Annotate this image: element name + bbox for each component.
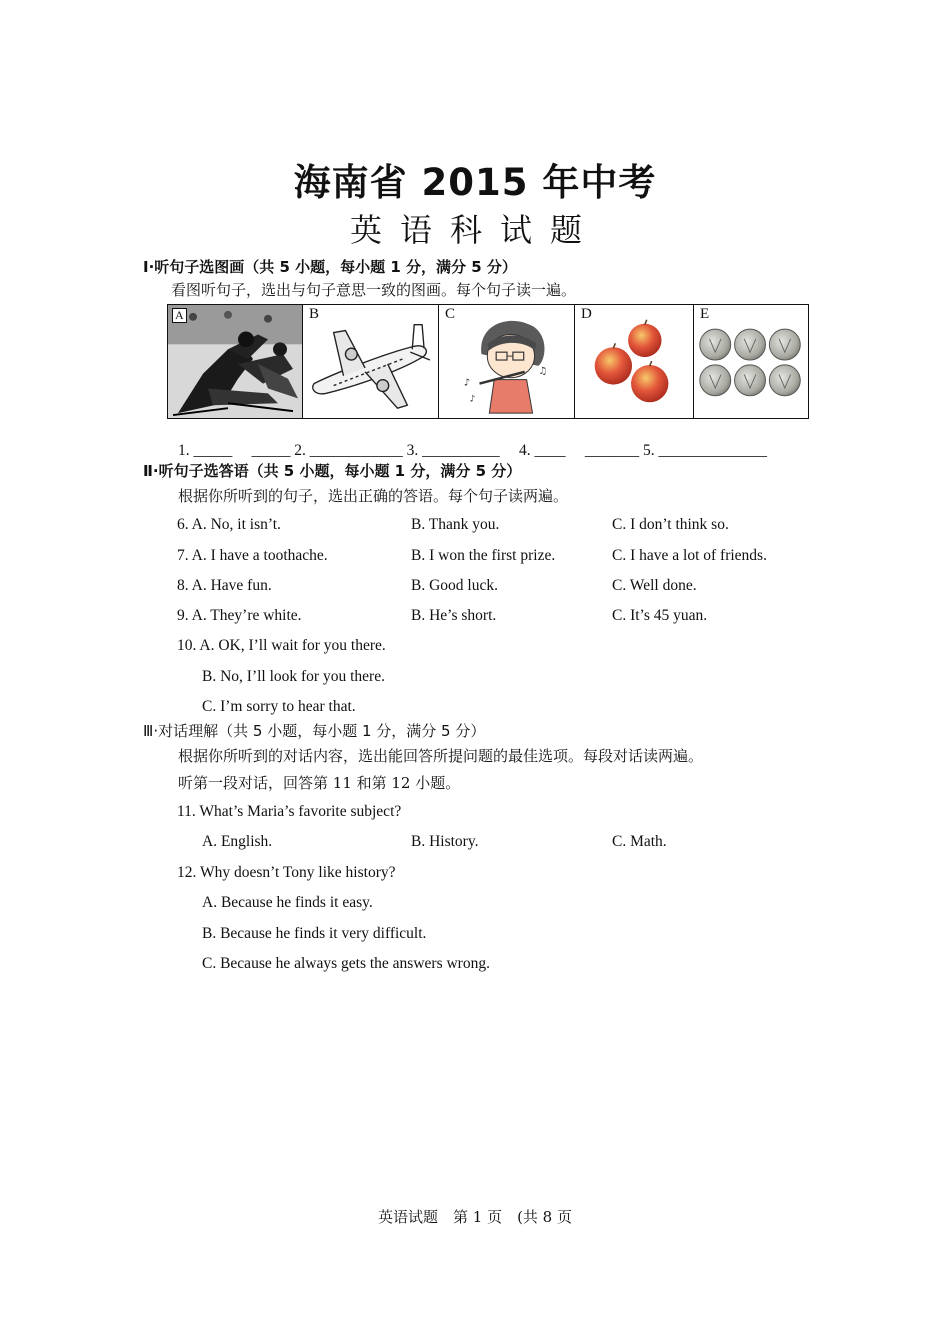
picture-e <box>694 305 808 418</box>
picture-d <box>575 305 694 418</box>
section1-heading: Ⅰ·听句子选图画（共 5 小题，每小题 1 分，满分 5 分） <box>143 258 517 276</box>
exam-title: 海南省 2015 年中考 <box>293 161 657 204</box>
section1-instruction: 看图听句子，选出与句子意思一致的图画。每个句子读一遍。 <box>171 281 577 299</box>
q7-option-a: 7. A. I have a toothache. <box>177 547 328 564</box>
section3-dialogue1-instruction: 听第一段对话，回答第 11 和第 12 小题。 <box>178 774 461 792</box>
picture-label: A <box>172 308 187 323</box>
q11-option-c: C. Math. <box>612 833 667 850</box>
three-apples-photo <box>575 305 693 418</box>
q11-option-a: A. English. <box>202 833 273 850</box>
picture-strip <box>167 304 809 419</box>
q9-option-c: C. It’s 45 yuan. <box>612 607 708 624</box>
q6-option-a: 6. A. No, it isn’t. <box>177 516 281 533</box>
picture-b <box>303 305 439 418</box>
picture-a <box>168 305 303 418</box>
q11-option-b: B. History. <box>411 833 479 850</box>
svg-text:♫: ♫ <box>538 365 548 377</box>
q7-option-c: C. I have a lot of friends. <box>612 547 767 564</box>
section3-instruction: 根据你所听到的对话内容，选出能回答所提问题的最佳选项。每段对话读两遍。 <box>178 747 704 765</box>
svg-text:♪: ♪ <box>469 394 476 405</box>
q12-option-b: B. Because he finds it very difficult. <box>202 925 427 942</box>
section2-instruction: 根据你所听到的句子，选出正确的答语。每个句子读两遍。 <box>178 487 569 505</box>
q10-option-b: B. No, I’ll look for you there. <box>202 668 385 685</box>
answer-blanks-line: 1. _____ _____ 2. ____________ 3. __________ 4. ____ _______ 5. ______________ <box>178 442 768 459</box>
picture-label: B <box>309 306 320 322</box>
q8-option-a: 8. A. Have fun. <box>177 577 272 594</box>
q8-option-c: C. Well done. <box>612 577 697 594</box>
six-coins-photo <box>694 305 808 418</box>
q10-option-c: C. I’m sorry to hear that. <box>202 698 356 715</box>
picture-c <box>439 305 575 418</box>
airplane-drawing <box>303 305 438 418</box>
q8-option-b: B. Good luck. <box>411 577 498 594</box>
exam-subtitle: 英语科试题 <box>349 211 600 249</box>
q9-option-a: 9. A. They’re white. <box>177 607 302 624</box>
picture-label: D <box>581 306 592 322</box>
q6-option-c: C. I don’t think so. <box>612 516 729 533</box>
picture-label: C <box>445 306 456 322</box>
q10-option-a: 10. A. OK, I’ll wait for you there. <box>177 637 386 654</box>
section2-heading: Ⅱ·听句子选答语（共 5 小题，每小题 1 分，满分 5 分） <box>143 462 522 480</box>
page-footer: 英语试题 第 1 页 (共 8 页 <box>377 1208 572 1226</box>
girl-with-flute-cartoon <box>439 305 574 418</box>
q7-option-b: B. I won the first prize. <box>411 547 556 564</box>
q9-option-b: B. He’s short. <box>411 607 497 624</box>
q12-option-a: A. Because he finds it easy. <box>202 894 373 911</box>
picture-label: E <box>700 306 710 322</box>
q11-question: 11. What’s Maria’s favorite subject? <box>177 803 402 820</box>
q12-option-c: C. Because he always gets the answers wrong. <box>202 955 490 972</box>
svg-text:♪: ♪ <box>463 377 471 389</box>
speed-skaters-photo <box>168 305 302 418</box>
section3-heading: Ⅲ·对话理解（共 5 小题，每小题 1 分，满分 5 分） <box>143 722 486 740</box>
q12-question: 12. Why doesn’t Tony like history? <box>177 864 396 881</box>
q6-option-b: B. Thank you. <box>411 516 500 533</box>
